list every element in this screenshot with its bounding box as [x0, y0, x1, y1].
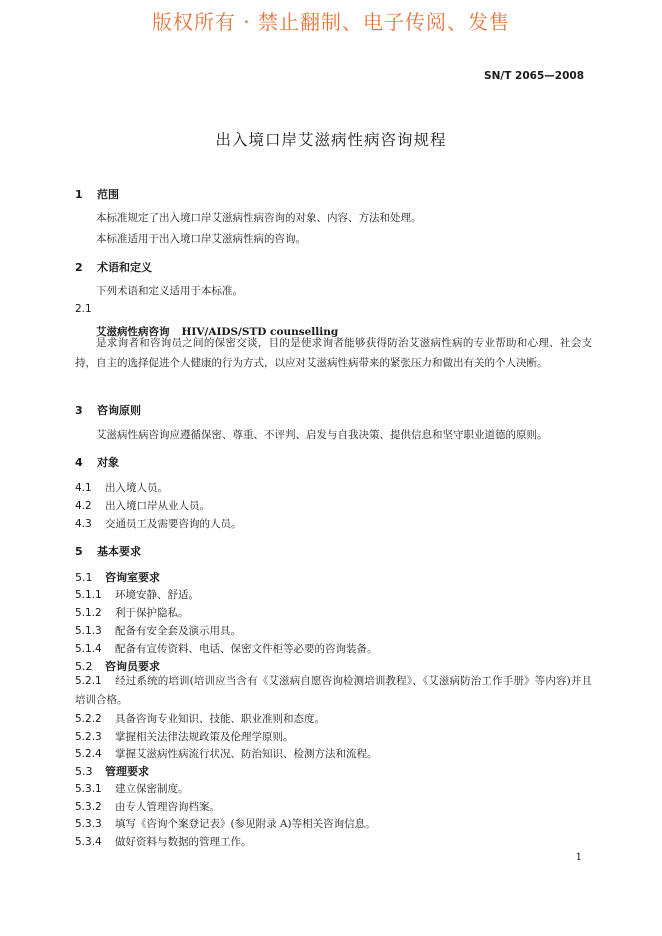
section-number: 5: [75, 545, 83, 558]
section-number: 4: [75, 456, 83, 469]
list-item: 5.1.3 配备有安全套及演示用具。: [75, 625, 241, 637]
section-4-heading: [75, 454, 119, 470]
section-title: 对象: [97, 456, 119, 469]
list-item-wrapped: 5.2.1 经过系统的培训(培训应当含有《艾滋病自愿咨询检测培训教程》、《艾滋病防治工作手册》等内容)并且培训合格。: [75, 675, 592, 706]
term-english: HIV/AIDS/STD counselling: [181, 326, 339, 338]
paragraph: 艾滋病性病咨询应遵循保密、尊重、不评判、启发与自我决策、提供信息和坚守职业道德的原则。: [96, 429, 548, 441]
subsection-number: 2.1: [75, 303, 92, 315]
section-1-heading: [75, 186, 119, 202]
copyright-watermark: 版权所有 · 禁止翻制、电子传阅、发售: [151, 10, 511, 34]
standard-code: SN/T 2065—2008: [484, 70, 584, 82]
list-item: 5.3.1 建立保密制度。: [75, 783, 189, 795]
list-item: 5.1.2 利于保护隐私。: [75, 607, 189, 619]
paragraph: 下列术语和定义适用于本标准。: [96, 285, 243, 297]
document-title: 出入境口岸艾滋病性病咨询规程: [215, 131, 447, 149]
list-item: 5.2.3 掌握相关法律法规政策及伦理学原则。: [75, 731, 294, 743]
list-item: 5.1.4 配备有宣传资料、电话、保密文件柜等必要的咨询装备。: [75, 643, 378, 655]
section-title: 基本要求: [97, 545, 141, 558]
list-item: 4.3 交通员工及需要咨询的人员。: [75, 518, 242, 530]
list-item: 5.1.1 环境安静、舒适。: [75, 589, 199, 601]
list-item: 5.3.4 做好资料与数据的管理工作。: [75, 836, 252, 848]
section-number: 3: [75, 404, 83, 417]
paragraph: 本标准适用于出入境口岸艾滋病性病的咨询。: [96, 233, 306, 245]
section-2-heading: [75, 259, 152, 275]
list-item: 4.2 出入境口岸从业人员。: [75, 500, 210, 512]
subsection-5-3-heading: 5.3 管理要求: [75, 765, 149, 778]
subsection-5-1-heading: 5.1 咨询室要求: [75, 571, 160, 584]
section-5-heading: [75, 543, 141, 559]
term-definition: 是求询者和咨询员之间的保密交谈，目的是使求询者能够获得防治艾滋病性病的专业帮助和心理、社会支持，自主的选择促进个人健康的行为方式，以应对艾滋病性病带来的紧张压力和做出有关的个人决断。: [75, 337, 592, 369]
paragraph: 本标准规定了出入境口岸艾滋病性病咨询的对象、内容、方法和处理。: [96, 212, 422, 224]
subsection-5-2-heading: 5.2 咨询员要求: [75, 660, 160, 673]
list-item: 5.3.3 填写《咨询个案登记表》(参见附录 A)等相关咨询信息。: [75, 818, 376, 830]
section-title: 咨询原则: [97, 404, 141, 417]
list-item: 5.2.2 具备咨询专业知识、技能、职业准则和态度。: [75, 713, 325, 725]
list-item: 5.2.4 掌握艾滋病性病流行状况、防治知识、检测方法和流程。: [75, 748, 378, 760]
list-item: 4.1 出入境人员。: [75, 482, 168, 494]
section-title: 术语和定义: [97, 261, 152, 274]
section-title: 范围: [97, 188, 119, 201]
section-3-heading: [75, 402, 141, 418]
section-number: 2: [75, 261, 83, 274]
page-number: 1: [575, 852, 582, 863]
section-number: 1: [75, 188, 83, 201]
term-chinese: 艾滋病性病咨询: [96, 326, 170, 338]
list-item: 5.3.2 由专人管理咨询档案。: [75, 801, 220, 813]
